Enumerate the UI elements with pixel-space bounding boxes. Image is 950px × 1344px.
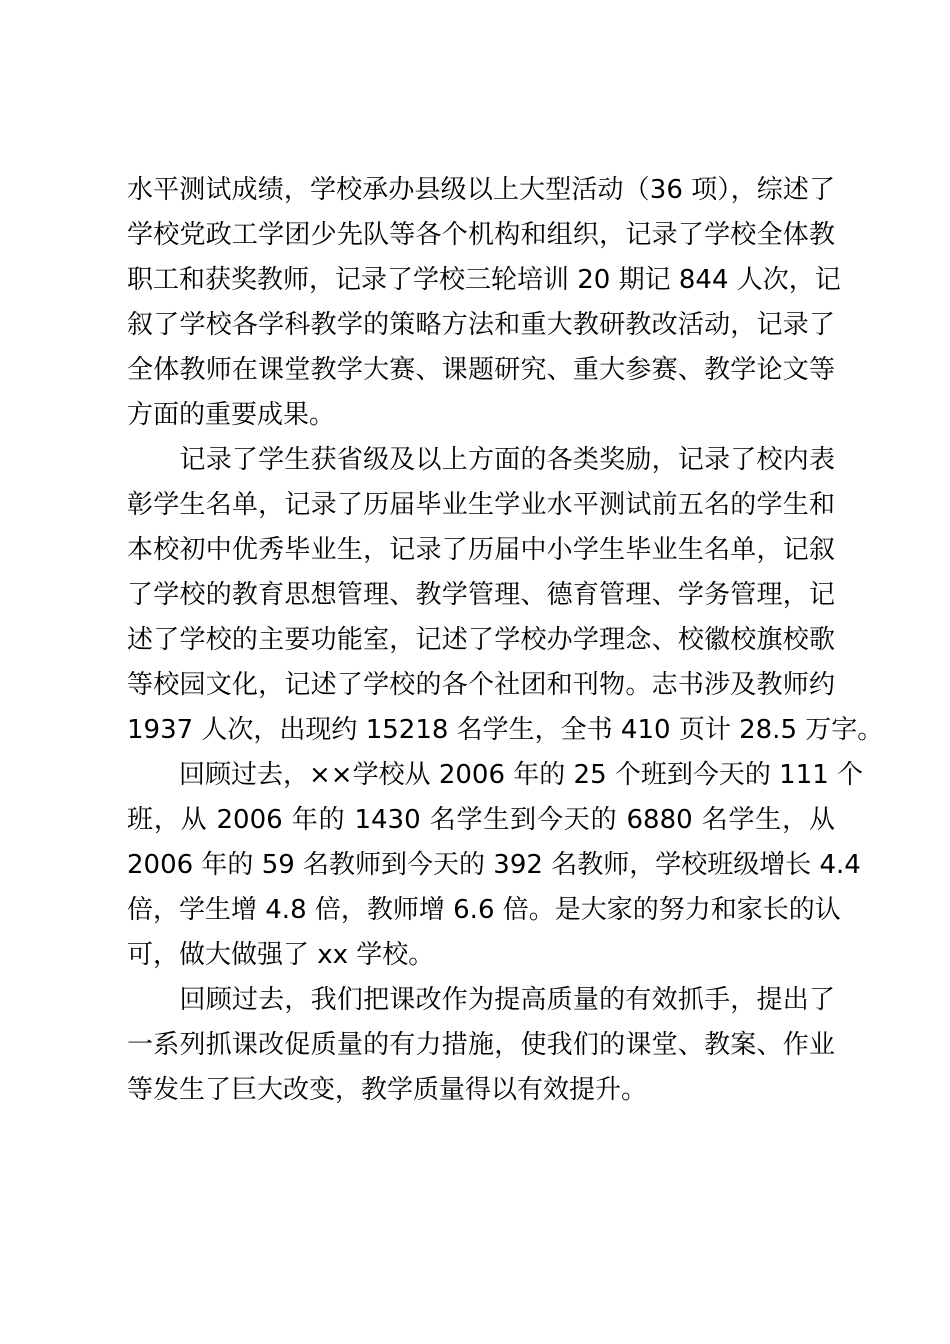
text-line: 可，做大做强了 xx 学校。 — [127, 940, 435, 970]
text-line: 述了学校的主要功能室，记述了学校办学理念、校徽校旗校歌 — [127, 625, 835, 655]
text-line: 了学校的教育思想管理、教学管理、德育管理、学务管理，记 — [127, 580, 835, 610]
text-line: 职工和获奖教师，记录了学校三轮培训 20 期记 844 人次，记 — [127, 265, 841, 295]
text-line: 班，从 2006 年的 1430 名学生到今天的 6880 名学生，从 — [127, 805, 835, 835]
text-line: 叙了学校各学科教学的策略方法和重大教研教改活动，记录了 — [127, 310, 835, 340]
document-body — [127, 168, 884, 1113]
paragraph-1 — [127, 168, 841, 438]
paragraph-2 — [127, 438, 884, 753]
text-line: 回顾过去，××学校从 2006 年的 25 个班到今天的 111 个 — [127, 760, 864, 790]
text-line: 本校初中优秀毕业生，记录了历届中小学生毕业生名单，记叙 — [127, 535, 835, 565]
text-line: 学校党政工学团少先队等各个机构和组织，记录了学校全体教 — [127, 220, 835, 250]
text-line: 水平测试成绩，学校承办县级以上大型活动（36 项），综述了 — [127, 175, 835, 205]
text-line: 彰学生名单，记录了历届毕业生学业水平测试前五名的学生和 — [127, 490, 835, 520]
paragraph-4 — [127, 978, 835, 1113]
text-line: 2006 年的 59 名教师到今天的 392 名教师，学校班级增长 4.4 — [127, 850, 861, 880]
text-line: 1937 人次，出现约 15218 名学生，全书 410 页计 28.5 万字。 — [127, 715, 884, 745]
text-line: 一系列抓课改促质量的有力措施，使我们的课堂、教案、作业 — [127, 1030, 835, 1060]
text-line: 等发生了巨大改变，教学质量得以有效提升。 — [127, 1075, 648, 1105]
paragraph-3 — [127, 753, 864, 978]
text-line: 方面的重要成果。 — [127, 400, 336, 430]
text-line: 倍，学生增 4.8 倍，教师增 6.6 倍。是大家的努力和家长的认 — [127, 895, 841, 925]
text-line: 回顾过去，我们把课改作为提高质量的有效抓手，提出了 — [127, 985, 835, 1015]
text-line: 等校园文化，记述了学校的各个社团和刊物。志书涉及教师约 — [127, 670, 835, 700]
text-line: 记录了学生获省级及以上方面的各类奖励，记录了校内表 — [127, 445, 835, 475]
text-line: 全体教师在课堂教学大赛、课题研究、重大参赛、教学论文等 — [127, 355, 835, 385]
